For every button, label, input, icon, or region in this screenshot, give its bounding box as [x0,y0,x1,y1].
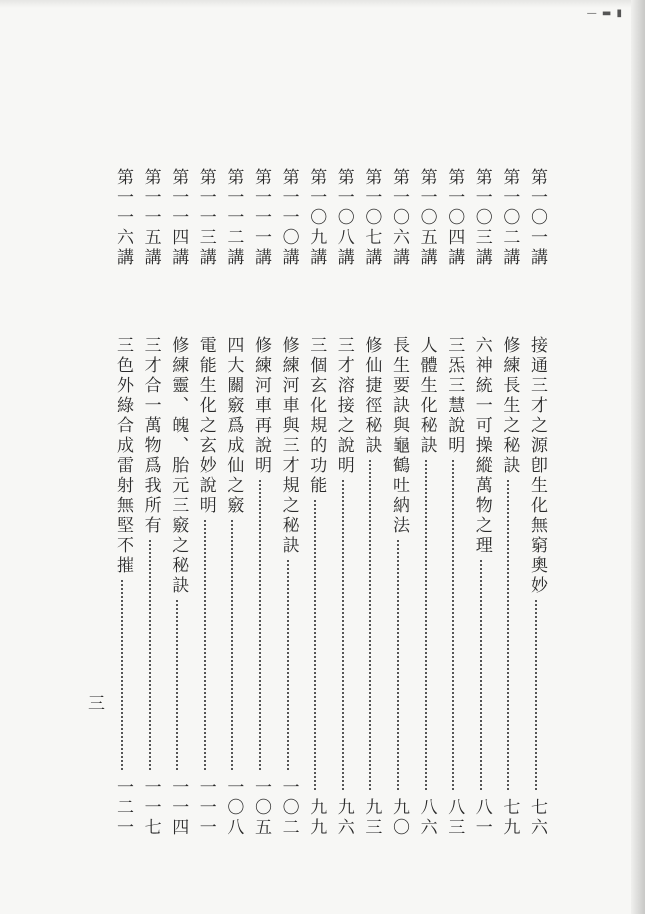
toc-entry-label: 第一一二講 [223,168,244,268]
toc-entry [496,168,522,838]
toc-entry [331,168,357,838]
toc-entry-label: 第一〇九講 [306,168,327,268]
toc-entry [524,168,550,838]
toc-entry [193,168,219,838]
toc-entry-page: 一〇二 [278,778,299,838]
toc-leader-dots [259,480,261,770]
toc-entry-label: 第一一一講 [251,168,271,268]
toc-leader-dots [287,560,289,770]
toc-entry-label: 第一〇五講 [416,168,437,268]
toc-entry-title: 三炁三慧說明 [444,336,465,456]
toc-entry-title: 三個玄化規的功能 [306,336,327,496]
toc-entry-title: 長生要訣與龜鶴吐納法 [389,336,409,536]
toc-entry-title: 人體生化秘訣 [416,336,437,456]
toc-entry-label: 第一〇二講 [499,168,520,268]
toc-entry-page: 一〇八 [223,778,244,838]
page-number: 三 [84,694,104,711]
toc-leader-dots [369,460,371,790]
toc-leader-dots [425,460,427,790]
toc-entry-title: 三才合一萬物爲我所有 [140,336,161,536]
toc-leader-dots [397,540,399,790]
toc-entry [358,168,384,838]
toc-entry-page: 九三 [361,798,382,838]
toc-leader-dots [231,520,233,770]
toc-entry-title: 三色外綠合成雷射無堅不摧 [113,336,133,576]
toc-entry-label: 第一〇七講 [361,168,382,268]
toc-entry-page: 一〇五 [251,778,271,838]
toc-entry [386,168,412,838]
toc-leader-dots [121,580,123,770]
toc-leader-dots [452,460,454,790]
toc-entry-label: 第一一〇講 [278,168,299,268]
toc-leader-dots [342,480,344,790]
toc-entry-label: 第一一三講 [195,168,216,268]
toc-entry-page: 一一七 [140,778,161,838]
toc-entry [276,168,302,838]
toc-entry-page: 八六 [416,798,437,838]
toc-entry [414,168,440,838]
toc-entry-label: 第一〇四講 [444,168,465,268]
toc-entry-label: 第一〇六講 [389,168,409,268]
toc-leader-dots [507,480,509,790]
toc-entry [303,168,329,838]
toc-entry-label: 第一一五講 [140,168,161,268]
toc-entry-page: 八一 [471,798,492,838]
toc-entry-page: 九六 [333,798,354,838]
toc-leader-dots [204,520,206,770]
toc-entry [469,168,495,838]
toc-leader-dots [176,600,178,770]
toc-entry-title: 六神統一可操縱萬物之理 [471,336,492,556]
toc-entry-label: 第一〇八講 [333,168,354,268]
toc-entry-title: 修練長生之秘訣 [499,336,520,476]
toc-entry [248,168,274,838]
toc-entry [220,168,246,838]
toc-entry-title: 修練河車與三才規之秘訣 [278,336,299,556]
toc-entry-label: 第一一四講 [168,168,189,268]
toc-leader-dots [314,500,316,790]
toc-entry-title: 電能生化之玄妙說明 [195,336,216,516]
toc-leader-dots [149,540,151,770]
toc-entry-page: 七六 [527,798,547,838]
toc-entry [138,168,164,838]
toc-entry [441,168,467,838]
toc-entry-label: 第一〇三講 [471,168,492,268]
toc-entry-label: 第一一六講 [113,168,133,268]
scan-corner-mark: — ▬ ▮ [586,8,623,19]
toc-leader-dots [480,560,482,790]
toc-entry-title: 接通三才之源卽生化無窮奧妙 [527,336,547,596]
toc-entry-page: 九九 [306,798,327,838]
toc-entry-page: 一二一 [113,778,133,838]
toc-entry-page: 七九 [499,798,520,838]
toc-entry-title: 三才溶接之說明 [333,336,354,476]
toc-entry-page: 一一四 [168,778,189,838]
toc-entry-title: 修仙捷徑秘訣 [361,336,382,456]
toc-entry-title: 修練靈、魄、胎元三竅之秘訣 [168,336,189,596]
toc-entry-page: 一一一 [195,778,216,838]
toc-entry-title: 四大關竅爲成仙之竅 [223,336,244,516]
toc-entry [165,168,191,838]
toc-entry-title: 修練河車再說明 [251,336,271,476]
toc-leader-dots [535,600,537,790]
toc-entry-label: 第一〇一講 [527,168,547,268]
toc-entry-page: 九〇 [389,798,409,838]
toc-entry-page: 八三 [444,798,465,838]
toc-entry [110,168,136,838]
